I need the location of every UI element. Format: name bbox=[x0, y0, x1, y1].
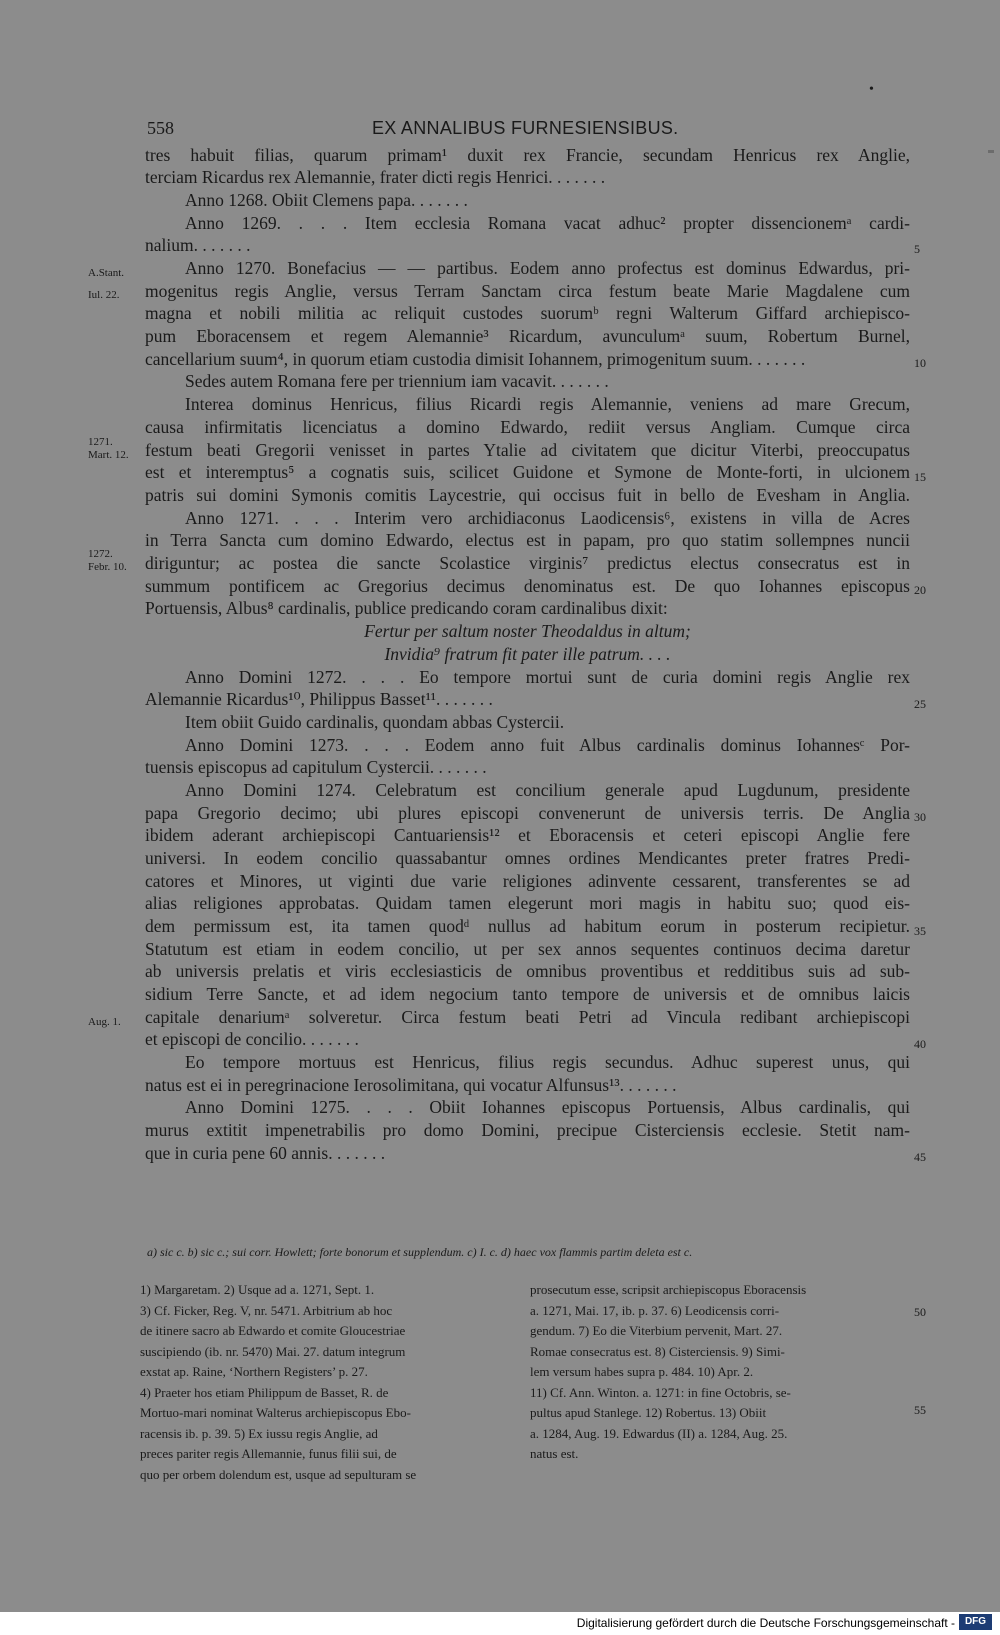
text-line: Anno Domini 1274. Celebratum est concilium generale apud Lugdunum, presidente bbox=[185, 780, 910, 800]
text-line: causa infirmitatis licenciatus a domino Edwardo, rediit versus Angliam. Cumque circa bbox=[145, 417, 910, 437]
stray-mark: • bbox=[869, 82, 874, 97]
margin-date-note: Iul. 22. bbox=[88, 289, 120, 301]
text-line: catores et Minores, ut viginti due varie religiones adinvente cessarent, transferentes se ad bbox=[145, 871, 910, 891]
margin-date-note: Febr. 10. bbox=[88, 561, 127, 573]
text-line: Sedes autem Romana fere per triennium iam vacavit. . . . . . . bbox=[185, 371, 609, 391]
text-line: mogenitus regis Anglie, versus Terram Sanctam circa festum beate Marie Magdalene cum bbox=[145, 281, 910, 301]
text-line: Interea dominus Henricus, filius Ricardi regis Alemannie, veniens ad mare Grecum, bbox=[185, 394, 910, 414]
text-line: nalium. . . . . . . bbox=[145, 235, 251, 255]
footnote-line: 3) Cf. Ficker, Reg. V, nr. 5471. Arbitrium ab hoc bbox=[140, 1302, 393, 1318]
text-line: diriguntur; ac postea die sancte Scolastice virginis⁷ predictus electus consecratus est in bbox=[145, 553, 910, 573]
text-line: Anno 1268. Obiit Clemens papa. . . . . . . bbox=[185, 190, 468, 210]
footnote-line-number: 55 bbox=[914, 1403, 926, 1417]
line-number: 25 bbox=[914, 697, 926, 711]
footnote-line: 11) Cf. Ann. Winton. a. 1271: in fine Octobris, se- bbox=[530, 1384, 791, 1400]
line-number: 40 bbox=[914, 1037, 926, 1051]
text-line: Invidia⁹ fratrum fit pater ille patrum. . . . bbox=[384, 644, 671, 664]
text-line: sidium Terre Sancte, et ad idem negocium tanto tempore de universis et de omnibus laicis bbox=[145, 984, 910, 1004]
margin-date-note: 1272. bbox=[88, 548, 113, 560]
footnote-line-number: 50 bbox=[914, 1305, 926, 1319]
line-number: 10 bbox=[914, 356, 926, 370]
text-line: patris sui domini Symonis comitis Laycestrie, qui occisus fuit in bello de Evesham in Anglia. bbox=[145, 485, 910, 505]
edge-mark bbox=[988, 150, 994, 153]
footnote-line: de itinere sacro ab Edwardo et comite Gloucestriae bbox=[140, 1323, 406, 1338]
text-line: Item obiit Guido cardinalis, quondam abbas Cystercii. bbox=[185, 712, 565, 732]
text-line: et episcopi de concilio. . . . . . . bbox=[145, 1029, 359, 1049]
text-line: terciam Ricardus rex Alemannie, frater dicti regis Henrici. . . . . . . bbox=[145, 167, 606, 187]
footnote-line bbox=[530, 1465, 900, 1486]
line-number: 5 bbox=[914, 242, 920, 256]
text-line: papa Gregorio decimo; ubi plures episcopi convenerunt de universis terris. De Anglia bbox=[145, 803, 910, 823]
text-line: tuensis episcopus ad capitulum Cystercii. . . . . . . bbox=[145, 757, 487, 777]
text-line: est et interemptus⁵ a cognatis suis, scilicet Guidone et Symone de Monte-forti, in ulcionem bbox=[145, 462, 910, 482]
text-line: summum pontificem ac Gregorius decimus denominatus est. De quo Iohannes episcopus bbox=[145, 576, 910, 596]
text-line: cancellarium suum⁴, in quorum etiam custodia dimisit Iohannem, primogenitum suum. . . . . . . bbox=[145, 349, 806, 369]
line-number: 20 bbox=[914, 583, 926, 597]
dfg-logo: DFG bbox=[959, 1614, 992, 1630]
text-line: in Terra Sancta cum domino Edwardo, electus est in papam, pro quo statim sollempnes nuncii bbox=[145, 530, 910, 550]
text-line: murus extitit impenetrabilis pro domo Domini, precipue Cisterciensis ecclesie. Stetit nam- bbox=[145, 1120, 910, 1140]
text-line: Eo tempore mortuus est Henricus, filius regis secundus. Adhuc superest unus, qui bbox=[185, 1052, 910, 1072]
text-line: Anno 1269. . . . Item ecclesia Romana vacat adhuc² propter dissencionemᵃ cardi- bbox=[185, 213, 910, 233]
footer-credit: Digitalisierung gefördert durch die Deutsche Forschungsgemeinschaft - bbox=[576, 1616, 955, 1630]
footnote-line: lem versum habes supra p. 484. 10) Apr. 2. bbox=[530, 1364, 754, 1379]
footnote-line: racensis ib. p. 39. 5) Ex iussu regis Anglie, ad bbox=[140, 1425, 378, 1441]
line-number: 45 bbox=[914, 1150, 926, 1164]
footnote-line: a. 1284, Aug. 19. Edwardus (II) a. 1284, Aug. 25. bbox=[530, 1425, 788, 1441]
footnote-line: preces pariter regis Allemannie, funus filii sui, de bbox=[140, 1446, 397, 1461]
text-line: Alemannie Ricardus¹⁰, Philippus Basset¹¹. . . . . . . bbox=[145, 689, 493, 709]
line-number: 30 bbox=[914, 810, 926, 824]
footnote-line: a. 1271, Mai. 17, ib. p. 37. 6) Leodicensis corri- bbox=[530, 1302, 780, 1318]
footnote-line: gendum. 7) Eo die Viterbium pervenit, Mart. 27. bbox=[530, 1323, 783, 1338]
line-number: 15 bbox=[914, 470, 926, 484]
text-line: tres habuit filias, quarum primam¹ duxit rex Francie, secundam Henricus rex Anglie, bbox=[145, 145, 910, 165]
footnote-line: prosecutum esse, scripsit archiepiscopus Eboracensis bbox=[530, 1282, 807, 1297]
text-line: magna et nobili militia ac reliquit custodes suorumᵇ regni Walterum Giffard archiepisco- bbox=[145, 303, 910, 323]
text-line: Portuensis, Albus⁸ cardinalis, publice predicando coram cardinalibus dixit: bbox=[145, 598, 668, 618]
text-line: Statutum est etiam in eodem concilio, ut per sex annos sequentes continuos decima daretur bbox=[145, 939, 910, 959]
margin-date-note: A.Stant. bbox=[88, 267, 125, 279]
text-line: ibidem aderant archiepiscopi Cantuariensis¹² et Eboracensis et ceteri episcopi Anglie fere bbox=[145, 825, 910, 845]
text-line: capitale denariumᵃ solveretur. Circa festum beati Petri ad Vincula redibant archiepiscopi bbox=[145, 1007, 910, 1027]
page-number: 558 bbox=[147, 118, 174, 138]
text-line: dem permissum est, ita tamen quodᵈ nullus ad habitum eorum in posterum recipietur. bbox=[145, 916, 910, 936]
margin-date-note: 1271. bbox=[88, 436, 113, 448]
footnote-line: Romae consecratus est. 8) Cisterciensis. 9) Simi- bbox=[530, 1343, 785, 1359]
text-line: Anno Domini 1272. . . . Eo tempore mortui sunt de curia domini regis Anglie rex bbox=[185, 667, 910, 687]
footnotes-left-column bbox=[140, 1280, 510, 1485]
footnote-line: suscipiendo (ib. nr. 5470) Mai. 27. datum integrum bbox=[140, 1343, 406, 1359]
footnote-line: 4) Praeter hos etiam Philippum de Basset, R. de bbox=[140, 1384, 389, 1400]
text-line: pum Eboracensem et regem Alemannie³ Ricardum, avunculumᵃ suum, Robertum Burnel, bbox=[145, 326, 910, 346]
text-line: Anno Domini 1275. . . . Obiit Iohannes episcopus Portuensis, Albus cardinalis, qui bbox=[185, 1097, 910, 1117]
text-line: Fertur per saltum noster Theodaldus in altum; bbox=[364, 621, 691, 641]
variant-notes: a) sic c. b) sic c.; sui corr. Howlett; forte bonorum et supplendum. c) I. c. d) haec vox flammis partim deleta est c. bbox=[147, 1245, 693, 1259]
footnote-line: Mortuo-mari nominat Walterus archiepiscopus Ebo- bbox=[140, 1405, 411, 1420]
line-number: 35 bbox=[914, 924, 926, 938]
text-line: que in curia pene 60 annis. . . . . . . bbox=[145, 1143, 386, 1163]
running-title: EX ANNALIBUS FURNESIENSIBUS. bbox=[372, 118, 679, 138]
text-line: alias religiones approbatas. Quidam tamen elegerunt mori magis in habitu suo; quod eis- bbox=[145, 893, 910, 913]
text-line: festum beati Gregorii venisset in partes Ytalie ad civitatem que dicitur Viterbi, preoccupatus bbox=[145, 440, 910, 460]
footnote-line: 1) Margaretam. 2) Usque ad a. 1271, Sept. 1. bbox=[140, 1282, 375, 1297]
footnote-line: pultus apud Stanlege. 12) Robertus. 13) Obiit bbox=[530, 1405, 767, 1420]
text-line: universi. In eodem concilio quassabantur omnes ordines Mendicantes preter fratres Predi- bbox=[145, 848, 910, 868]
footnote-line: exstat ap. Raine, ‘Northern Registers’ p. 27. bbox=[140, 1364, 368, 1379]
text-line: Anno 1270. Bonefacius — — partibus. Eodem anno profectus est dominus Edwardus, pri- bbox=[185, 258, 910, 278]
margin-date-note: Mart. 12. bbox=[88, 449, 129, 461]
text-line: natus est ei in peregrinacione Ierosolimitana, qui vocatur Alfunsus¹³. . . . . . . bbox=[145, 1075, 677, 1095]
footnotes-right-column bbox=[530, 1280, 900, 1485]
footnote-line: quo per orbem dolendum est, usque ad sepulturam se bbox=[140, 1466, 417, 1482]
footnote-line: natus est. bbox=[530, 1446, 579, 1461]
text-line: ab universis prelatis et viris ecclesiasticis de omnibus proventibus et redditibus suis ad sub- bbox=[145, 961, 910, 981]
text-line: Anno Domini 1273. . . . Eodem anno fuit Albus cardinalis dominus Iohannesᶜ Por- bbox=[185, 735, 910, 755]
text-line: Anno 1271. . . . Interim vero archidiaconus Laodicensis⁶, existens in villa de Acres bbox=[185, 508, 910, 528]
margin-date-note: Aug. 1. bbox=[88, 1016, 121, 1028]
